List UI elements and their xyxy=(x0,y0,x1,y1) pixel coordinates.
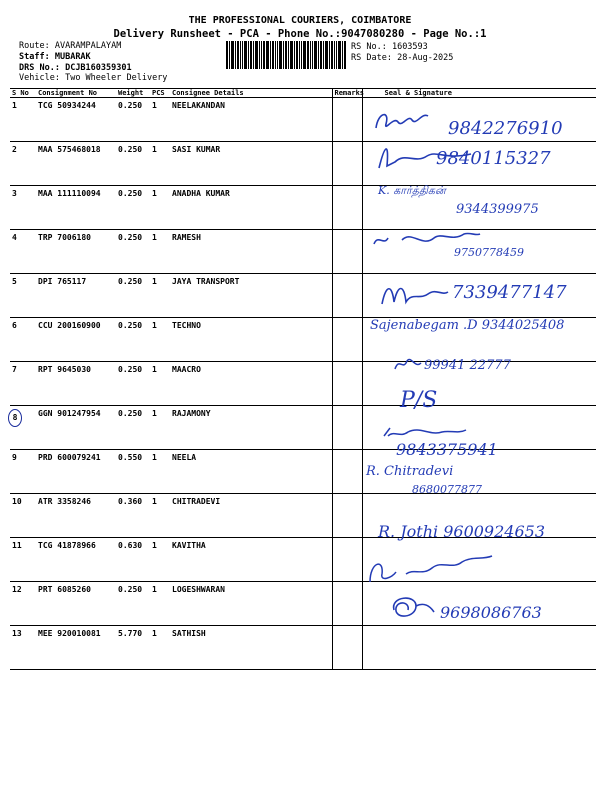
cell-consignment: TCG 50934244 xyxy=(36,98,116,142)
handwritten-phone: 7339477147 xyxy=(452,282,567,303)
cell-consignee: JAYA TRANSPORT xyxy=(170,274,332,318)
cell-sno: 12 xyxy=(10,582,36,626)
handwritten-name: R. Chitradevi xyxy=(366,464,454,479)
handwritten-phone: 8680077877 xyxy=(412,483,482,496)
table-header xyxy=(10,89,596,98)
route-value: AVARAMPALAYAM xyxy=(54,41,122,51)
cell-remarks xyxy=(332,142,362,186)
cell-pcs: 1 xyxy=(150,406,170,450)
runsheet-title: Delivery Runsheet - PCA - Phone No.:9047080280 - Page No.:1 xyxy=(113,28,487,40)
cell-pcs: 1 xyxy=(150,318,170,362)
rs-date-label: RS Date: xyxy=(351,53,392,63)
cell-pcs: 1 xyxy=(150,450,170,494)
cell-consignee: TECHNO xyxy=(170,318,332,362)
cell-remarks xyxy=(332,230,362,274)
runsheet-table xyxy=(10,88,596,670)
cell-sno: 3 xyxy=(10,186,36,230)
cell-pcs: 1 xyxy=(150,186,170,230)
cell-sno: 10 xyxy=(10,494,36,538)
signature-scribble xyxy=(386,592,436,624)
signature-scribble xyxy=(393,353,423,375)
cell-consignment: TCG 41878966 xyxy=(36,538,116,582)
cell-consignment: GGN 901247954 xyxy=(36,406,116,450)
handwritten-phone: 9840115327 xyxy=(436,148,551,169)
signature-scribble xyxy=(366,552,496,586)
cell-consignment: TRP 7006180 xyxy=(36,230,116,274)
cell-sno: 11 xyxy=(10,538,36,582)
cell-consignee: ANADHA KUMAR xyxy=(170,186,332,230)
vehicle-value: Two Wheeler Delivery xyxy=(65,73,168,83)
cell-remarks xyxy=(332,98,362,142)
cell-consignee: SASI KUMAR xyxy=(170,142,332,186)
cell-weight: 0.250 xyxy=(116,406,150,450)
cell-sno: 4 xyxy=(10,230,36,274)
cell-sno xyxy=(10,406,36,450)
cell-sno: 2 xyxy=(10,142,36,186)
cell-weight: 0.550 xyxy=(116,450,150,494)
cell-sno: 6 xyxy=(10,318,36,362)
route-line xyxy=(19,41,121,52)
cell-consignee: RAJAMONY xyxy=(170,406,332,450)
col-seal: Seal & Signature xyxy=(362,89,596,98)
drs-value: DCJB160359301 xyxy=(65,63,132,73)
cell-consignment: MAA 111110094 xyxy=(36,186,116,230)
cell-weight: 0.250 xyxy=(116,230,150,274)
cell-pcs: 1 xyxy=(150,142,170,186)
cell-sno: 13 xyxy=(10,626,36,670)
rs-no-label: RS No.: xyxy=(351,42,387,52)
vehicle-label: Vehicle: xyxy=(19,73,60,83)
cell-pcs: 1 xyxy=(150,494,170,538)
cell-weight: 5.770 xyxy=(116,626,150,670)
cell-consignment: PRT 6085260 xyxy=(36,582,116,626)
cell-consignee: KAVITHA xyxy=(170,538,332,582)
handwritten-phone: 9698086763 xyxy=(440,603,542,622)
cell-consignment: DPI 765117 xyxy=(36,274,116,318)
cell-consignment: MAA 575468018 xyxy=(36,142,116,186)
col-weight: Weight xyxy=(116,89,150,98)
cell-weight: 0.360 xyxy=(116,494,150,538)
cell-weight: 0.250 xyxy=(116,186,150,230)
col-pcs: PCS xyxy=(150,89,170,98)
signature-scribble xyxy=(380,280,450,308)
cell-weight: 0.250 xyxy=(116,274,150,318)
cell-remarks xyxy=(332,538,362,582)
handwritten-phone: 9750778459 xyxy=(454,246,524,259)
cell-pcs: 1 xyxy=(150,582,170,626)
cell-weight: 0.250 xyxy=(116,318,150,362)
cell-consignment: RPT 9645030 xyxy=(36,362,116,406)
rs-no-line xyxy=(351,42,453,53)
staff-label: Staff: xyxy=(19,52,50,62)
table-row xyxy=(10,450,596,494)
cell-pcs: 1 xyxy=(150,362,170,406)
cell-remarks xyxy=(332,450,362,494)
cell-consignee: CHITRADEVI xyxy=(170,494,332,538)
cell-pcs: 1 xyxy=(150,274,170,318)
staff-value: MUBARAK xyxy=(54,52,91,62)
cell-consignment: MEE 920010081 xyxy=(36,626,116,670)
rs-date-line xyxy=(351,53,453,64)
cell-weight: 0.250 xyxy=(116,362,150,406)
cell-remarks xyxy=(332,582,362,626)
cell-remarks xyxy=(332,626,362,670)
cell-consignee: NEELAKANDAN xyxy=(170,98,332,142)
drs-label: DRS No.: xyxy=(19,63,60,73)
cell-consignment: PRD 600079241 xyxy=(36,450,116,494)
col-consignee: Consignee Details xyxy=(170,89,332,98)
cell-remarks xyxy=(332,318,362,362)
rs-date-value: 28-Aug-2025 xyxy=(397,53,454,63)
cell-weight: 0.250 xyxy=(116,582,150,626)
cell-remarks xyxy=(332,494,362,538)
vehicle-line xyxy=(19,73,167,83)
cell-consignee: SATHISH xyxy=(170,626,332,670)
cell-signature xyxy=(362,626,596,670)
cell-pcs: 1 xyxy=(150,538,170,582)
cell-consignee: NEELA xyxy=(170,450,332,494)
col-remarks: Remarks xyxy=(332,89,362,98)
handwritten-name-phone: R. Jothi 9600924653 xyxy=(378,522,545,541)
cell-remarks xyxy=(332,406,362,450)
handwritten-phone: 9344399975 xyxy=(456,202,539,217)
cell-consignee: RAMESH xyxy=(170,230,332,274)
handwritten-mark: P/S xyxy=(400,388,438,413)
handwritten-phone: 99941 22777 xyxy=(424,358,511,373)
table-row xyxy=(10,538,596,582)
cell-weight: 0.250 xyxy=(116,142,150,186)
cell-consignment: CCU 200160900 xyxy=(36,318,116,362)
cell-remarks xyxy=(332,186,362,230)
rs-no-value: 1603593 xyxy=(391,42,428,52)
company-title: THE PROFESSIONAL COURIERS, COIMBATORE xyxy=(188,15,412,26)
handwritten-phone: 9842276910 xyxy=(448,118,563,139)
cell-consignee: LOGESHWARAN xyxy=(170,582,332,626)
table-row xyxy=(10,406,596,450)
cell-weight: 0.630 xyxy=(116,538,150,582)
cell-remarks xyxy=(332,362,362,406)
signature-scribble xyxy=(372,106,432,136)
col-consignment: Consignment No xyxy=(36,89,116,98)
cell-consignee: MAACRO xyxy=(170,362,332,406)
cell-sno: 1 xyxy=(10,98,36,142)
cell-remarks xyxy=(332,274,362,318)
cell-sno: 5 xyxy=(10,274,36,318)
handwritten-phone: 9843375941 xyxy=(396,440,498,459)
handwritten-name-phone: Sajenabegam .D 9344025408 xyxy=(370,318,565,333)
staff-line xyxy=(19,52,91,63)
circled-number: 8 xyxy=(8,409,22,427)
cell-weight: 0.250 xyxy=(116,98,150,142)
cell-sno: 7 xyxy=(10,362,36,406)
cell-consignment: ATR 3358246 xyxy=(36,494,116,538)
cell-pcs: 1 xyxy=(150,98,170,142)
barcode-image xyxy=(226,41,346,69)
cell-sno: 9 xyxy=(10,450,36,494)
col-sno: S No xyxy=(10,89,36,98)
rs-block xyxy=(351,42,453,64)
handwritten-name: K. கார்த்திகன் xyxy=(378,184,446,197)
route-label: Route: xyxy=(19,41,50,51)
cell-pcs: 1 xyxy=(150,626,170,670)
table-row xyxy=(10,626,596,670)
cell-pcs: 1 xyxy=(150,230,170,274)
